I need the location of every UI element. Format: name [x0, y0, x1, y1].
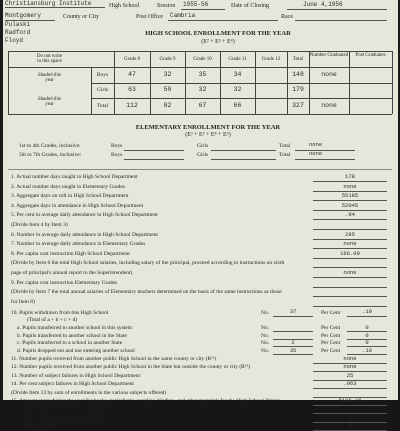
cell-girls-grade-11: 32 [233, 86, 242, 93]
elem-line2-total: none [309, 150, 323, 157]
row-label-total: Total [96, 103, 109, 109]
item-value: none [343, 182, 357, 190]
cell-boys-grade-10: 35 [198, 71, 207, 78]
withdrawn-sub-pct-value: 0 [365, 331, 369, 339]
item-text: page of principal's annual report to the Superintendent) [11, 270, 133, 276]
item-text: 9. Per capita cost instruction Elementary Grades [11, 279, 118, 286]
hs-section-title: HIGH SCHOOL ENROLLMENT FOR THE YEAR [145, 30, 291, 37]
elem-section-title: ELEMENTARY ENROLLMENT FOR THE YEAR [135, 124, 281, 131]
extra-county-1: Pulaski [5, 21, 31, 28]
withdrawn-sub-text: c. Pupils transferred to a school in another State [17, 340, 123, 347]
item-value: $186.36 [338, 397, 362, 404]
withdrawn-sub-pct-value: 0 [365, 324, 369, 331]
closing-value: June 4,1956 [303, 1, 343, 8]
hs-table-note: Do not write in this space [36, 54, 63, 64]
item-value: 55185 [341, 192, 359, 200]
withdrawn-sub-pct-label: Per Cent [321, 325, 341, 331]
row-label-girls: Girls [97, 87, 108, 93]
cell-boys-graduated: none [321, 71, 337, 78]
item-text: 12. Number pupils received from another public High School in the State but outside the county or city (R¹¹) [11, 364, 250, 371]
post-office-value: Cambria [170, 12, 196, 19]
item-value: 178 [345, 173, 355, 180]
item-value: none [343, 269, 357, 276]
withdrawn-label: 10. Pupils withdrawn from this High School [11, 310, 109, 316]
cell-girls-grade-10: 32 [198, 86, 207, 93]
hs-side-note-bottom: Shaded this year [37, 97, 62, 107]
report-sheet [3, 0, 398, 430]
withdrawn-sub-no-label: No. [261, 325, 270, 331]
item-text: 18. Number of rooms [11, 423, 59, 430]
hs-side-note-top: Shaded this year [37, 73, 62, 83]
cell-boys-grade-8: 47 [128, 71, 136, 78]
county-value: Montgomery [5, 12, 42, 19]
item-value: none [343, 240, 357, 248]
item-text: for Item 8) [11, 298, 35, 305]
cell-total-grade-10: 67 [198, 102, 207, 109]
col-header-grade-11: Grade 11 [228, 57, 247, 62]
cell-boys-grade-11: 34 [233, 71, 242, 78]
item-text: 16. Annual salary of High School principal [11, 406, 106, 413]
county-label: County or City [63, 14, 100, 20]
item-text: (Divide by Item 7 the total annual salaries of Elementary teachers determined on the basis of the same instructions as those [11, 289, 282, 296]
item-value: none [343, 363, 357, 371]
col-header-grade-9: Grade 9 [159, 57, 176, 62]
item-value: 166.09 [340, 249, 360, 257]
item-text: 17. Number of months principal employed [11, 414, 105, 421]
elem-line2-girls-label: Girls [197, 152, 208, 158]
item-text: 1. Actual number days taught in High School Department [11, 174, 138, 180]
item-text: 11. Number pupils received from another public High School in the same county or city (R¹¹) [11, 356, 217, 362]
col-header-total: Total [292, 57, 304, 62]
withdrawn-sub-text: a. Pupils transferred to another school in this system [17, 325, 133, 331]
cell-girls-total: 179 [292, 86, 304, 93]
item-value: none [343, 355, 357, 362]
withdrawn-pct-label: Per Cent [321, 310, 341, 316]
hs-section-formula: (E² + E³ + E⁴) [201, 39, 235, 45]
item-value: 285 [345, 230, 355, 238]
item-text: 13. Number of subject failures in High School Department [11, 372, 141, 379]
elem-line1-girls-label: Girls [197, 143, 208, 149]
extra-county-3: Floyd [5, 37, 24, 44]
cell-girls-grade-9: 50 [163, 86, 172, 93]
withdrawn-pct-value: .10 [362, 308, 372, 315]
withdrawn-sub-no-value: 2 [291, 339, 295, 347]
item-value: 12 [346, 413, 354, 421]
col-header-graduated: Number Graduated [309, 53, 349, 58]
item-value: .94 [345, 211, 355, 219]
cell-total-grade-11: 66 [233, 102, 242, 109]
elem-line2-boys-label: Boys [111, 152, 123, 158]
row-label-boys: Boys [96, 72, 109, 78]
cell-girls-grade-8: 63 [128, 86, 136, 93]
elem-line1-total: none [309, 141, 323, 148]
withdrawn-sub-pct-value: 0 [365, 339, 369, 347]
cell-boys-total: 148 [292, 71, 304, 78]
post-office-label: Post Office [136, 14, 164, 20]
closing-label: Date of Closing [231, 3, 269, 9]
item-text: (Divide Item 4 by Item 3) [11, 222, 68, 228]
withdrawn-sub-no-label: No. [261, 332, 270, 339]
withdrawn-sub-text: d. Pupils dropped out and not entering another school [17, 347, 135, 354]
item-text: 4. Aggregate days in attendance in High School Department [11, 202, 144, 209]
session-value: 1955-56 [183, 1, 209, 8]
item-value: 25 [346, 371, 354, 379]
elem-section-formula: (E² + E³ + E⁴ + E⁵) [185, 132, 231, 138]
withdrawn-sub-pct-value: .10 [362, 346, 372, 354]
item-text: (Divide Item 13 by sum of enrollments in the various subjects offered) [11, 389, 167, 396]
col-header-post-graduates: Post Graduates [355, 53, 386, 58]
withdrawn-no-value: 37 [289, 308, 297, 315]
item-text: 5. Per cent in average daily attendance in High School Department [11, 212, 158, 219]
cell-total-grade-9: 82 [163, 102, 172, 109]
withdrawn-sub-pct-label: Per Cent [321, 347, 341, 354]
withdrawn-sub-no-label: No. [261, 347, 270, 354]
withdrawn-sub-no-label: No. [261, 340, 270, 347]
elem-line1-total-label: Total [279, 143, 291, 149]
elem-line1-label: 1st to 4th Grades, inclusive: [19, 143, 81, 149]
cell-total-graduated: none [321, 102, 337, 109]
withdrawn-sub-pct-label: Per Cent [321, 332, 341, 339]
extra-county-2: Radford [5, 29, 31, 36]
item-text: 7. Number in average daily attendance in Elementary Grades [11, 241, 146, 248]
item-text: 3. Aggregate days on roll in High School Department [11, 193, 129, 200]
school-type-label: High School [109, 3, 140, 9]
item-text: 15. Amount spent during the year for books, periodicals, supplies, binding, and other materials for the High School library [11, 398, 280, 404]
col-header-grade-12: Grade 12 [261, 57, 281, 62]
elem-line1-boys-label: Boys [111, 143, 123, 149]
withdrawn-sub-text: b. Pupils transferred to another school in the State [17, 332, 127, 339]
item-text: 2. Actual number days taught in Elementary Grades [11, 183, 125, 190]
withdrawn-sub-pct-label: Per Cent [321, 340, 341, 347]
withdrawn-total-line: (Total of a + b + c + d) [27, 317, 78, 323]
elem-line2-total-label: Total [279, 152, 291, 158]
item-text: 8. Per capita cost instruction High School Department [11, 250, 130, 257]
cell-total-total: 327 [292, 102, 304, 109]
cell-total-grade-8: 112 [126, 102, 138, 109]
elem-line2-label: 5th to 7th Grades, inclusive: [19, 152, 82, 158]
withdrawn-no-label: No. [261, 310, 270, 316]
withdrawn-sub-no-value: 35 [289, 346, 297, 354]
race-label: Race [281, 14, 293, 20]
item-value: 52045 [341, 201, 359, 209]
school-name: Christiansburg Institute [5, 0, 92, 7]
item-value: 0 [348, 422, 352, 430]
item-value: .063 [343, 380, 357, 388]
item-text: (Divide by Item 6 the total High School salaries, including salary of the principal, proceed according to instructions on sixth [11, 260, 285, 267]
cell-boys-grade-9: 32 [163, 71, 172, 78]
col-header-grade-8: Grade 8 [124, 57, 140, 62]
session-label: Session [157, 3, 176, 9]
col-header-grade-10: Grade 10 [193, 57, 212, 62]
item-text: 14. Per cent subject failures in High School Department [11, 381, 134, 388]
item-text: 6. Number in average daily attendance in High School Department [11, 231, 158, 238]
